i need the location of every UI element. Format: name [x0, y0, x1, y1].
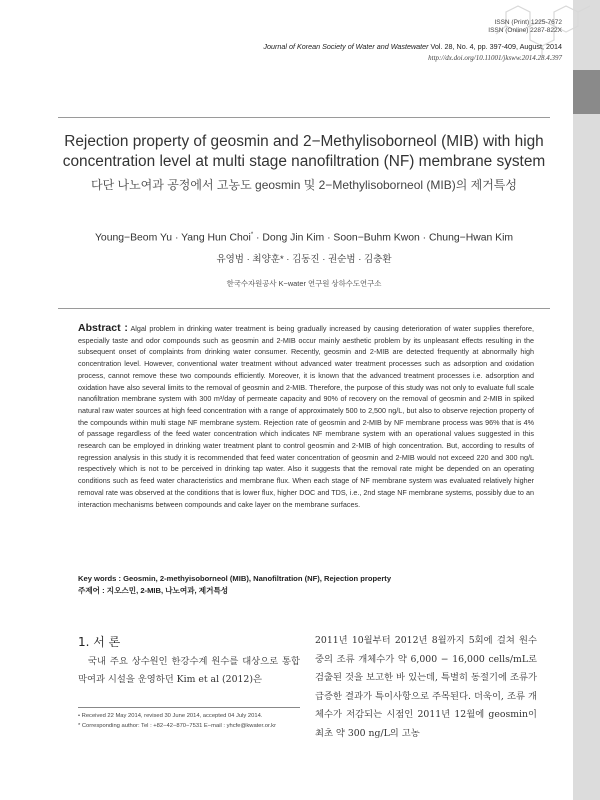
paper-title-korean: 다단 나노여과 공정에서 고농도 geosmin 및 2−Methylisoborneol (MIB)의 제거특성 [90, 178, 517, 192]
authors-english-first: Young−Beom Yu · Yang Hun Choi [94, 232, 251, 244]
doi-link[interactable]: http://dx.doi.org/10.11001/jksww.2014.28.4.397 [428, 54, 562, 62]
intro-left-column: 국내 주요 상수원인 한강수계 원수를 대상으로 통합 막여과 시설을 운영하던 Kim et al (2012)은 [78, 656, 300, 685]
authors-english [58, 232, 550, 243]
abstract [78, 323, 534, 510]
footnote-corresponding: * Corresponding author: Tel : +82−42−870−7531 E−mail : yhcfe@kwater.or.kr [78, 722, 277, 729]
footnotes [78, 712, 303, 731]
journal-issue: Vol. 28, No. 4, pp. 397-409, August, 2014 [428, 42, 562, 51]
footnote-received: • Received 22 May 2014, revised 30 June 2014, accepted 04 July 2014. [78, 713, 263, 719]
journal-citation [263, 42, 562, 51]
section-heading-introduction: 1. 서 론 [78, 635, 121, 649]
corresponding-mark: * [250, 232, 254, 238]
abstract-text: Algal problem in drinking water treatment is being gradually increased by causing deterioration of water supplies therefore, especially taste and odor compounds such as geosmin and 2-MIB occur mainly aesthetic problem by its unpleasant effects resulting in the subsequent onset of complaints from drinking water consumer. Recently, geosmin and 2-MIB are detected frequently at abnormally high concentration level. However, conventional water treatment without advanced water treatment processes such as adsorption and oxidation process, cannot remove these two compounds efficiently. Moreover, it is known that the advanced treatment processes i.e. adsorption and oxidation have also several limits to the removal of geosmin and 2-MIB. Therefore, the purpose of this study was not only to evaluate full scale nanofiltration membrane system with 300 m³/day of permeate capacity and 90% of recovery on the removal of geosmin and 2-MIB in spiked natural raw water sources at high feed concentration with a range of approximately 500 to 2,500 ng/L, but also to observe rejection property of the compounds within multi stage NF membrane system. Rejection rate of geosmin and 2-MIB by NF membrane process was 96% that is 4% of passage regardless of the feed water concentration which indicates NF membrane system with an operational values suggested in this research can be employed in drinking water treatment plant to control geosmin and 2-MIB of high concentration. But, according to results of regression analysis in this study it is recommended that feed water concentration of geosmin and 2-MIB would not exceed 220 and 300 ng/L respectively which is not to be perceived in drinking tap water. Also it suggests that the removal rate might be depended on an operating conditions such as feed water characteristics and membrane flux. When each stage of NF membrane system was evaluated relatively higher removal rate was observed at the conditions that is lower flux, higher DOC and TDS, i.e., 2nd stage NF membrane systems, possibly due to an interaction mechanisms between compounds and cake layer on the membrane surfaces. [78, 324, 534, 509]
issn-block [488, 19, 562, 35]
right-margin-tab [573, 70, 600, 114]
authors-english-rest: · Dong Jin Kim · Soon−Buhm Kwon · Chung−Hwan Kim [253, 232, 514, 244]
right-margin-bar [573, 0, 600, 800]
keywords-english: Key words : Geosmin, 2-methyisoborneol (MIB), Nanofiltration (NF), Rejection property [78, 574, 392, 583]
affiliation: 한국수자원공사 K−water 연구원 상하수도연구소 [226, 279, 382, 288]
journal-name: Journal of Korean Society of Water and Wastewater [263, 42, 429, 51]
title-block [58, 117, 550, 309]
issn-print: ISSN (Print) 1225-7672 [494, 19, 562, 26]
authors-korean: 유영범 · 최양훈* · 김동진 · 권순범 · 김충환 [216, 254, 392, 265]
abstract-label: Abstract : [78, 322, 128, 334]
footnote-divider [78, 707, 300, 708]
issn-online: ISSN (Online) 2287-822X [488, 27, 562, 34]
keywords [78, 573, 391, 597]
intro-right-column: 2011년 10월부터 2012년 8월까지 5회에 걸쳐 원수 중의 조류 개체수가 약 6,000 − 16,000 cells/mL로 검출된 것을 보고한 바 있는데, 특별히 동절기에 조류가 급증한 결과가 특이사항으로 주목된다. 더욱이, 조류 개체수가 저감되는 시점인 2011년 12월에 geosmin이 최초 약 300 ng/L의 고농 [315, 635, 537, 739]
paper-title-english: Rejection property of geosmin and 2−Methylisoborneol (MIB) with high concentration level at multi stage nanofiltration (NF) membrane system [62, 133, 546, 170]
keywords-korean: 주제어 : 지오스민, 2-MIB, 나노여과, 제거특성 [78, 586, 229, 595]
